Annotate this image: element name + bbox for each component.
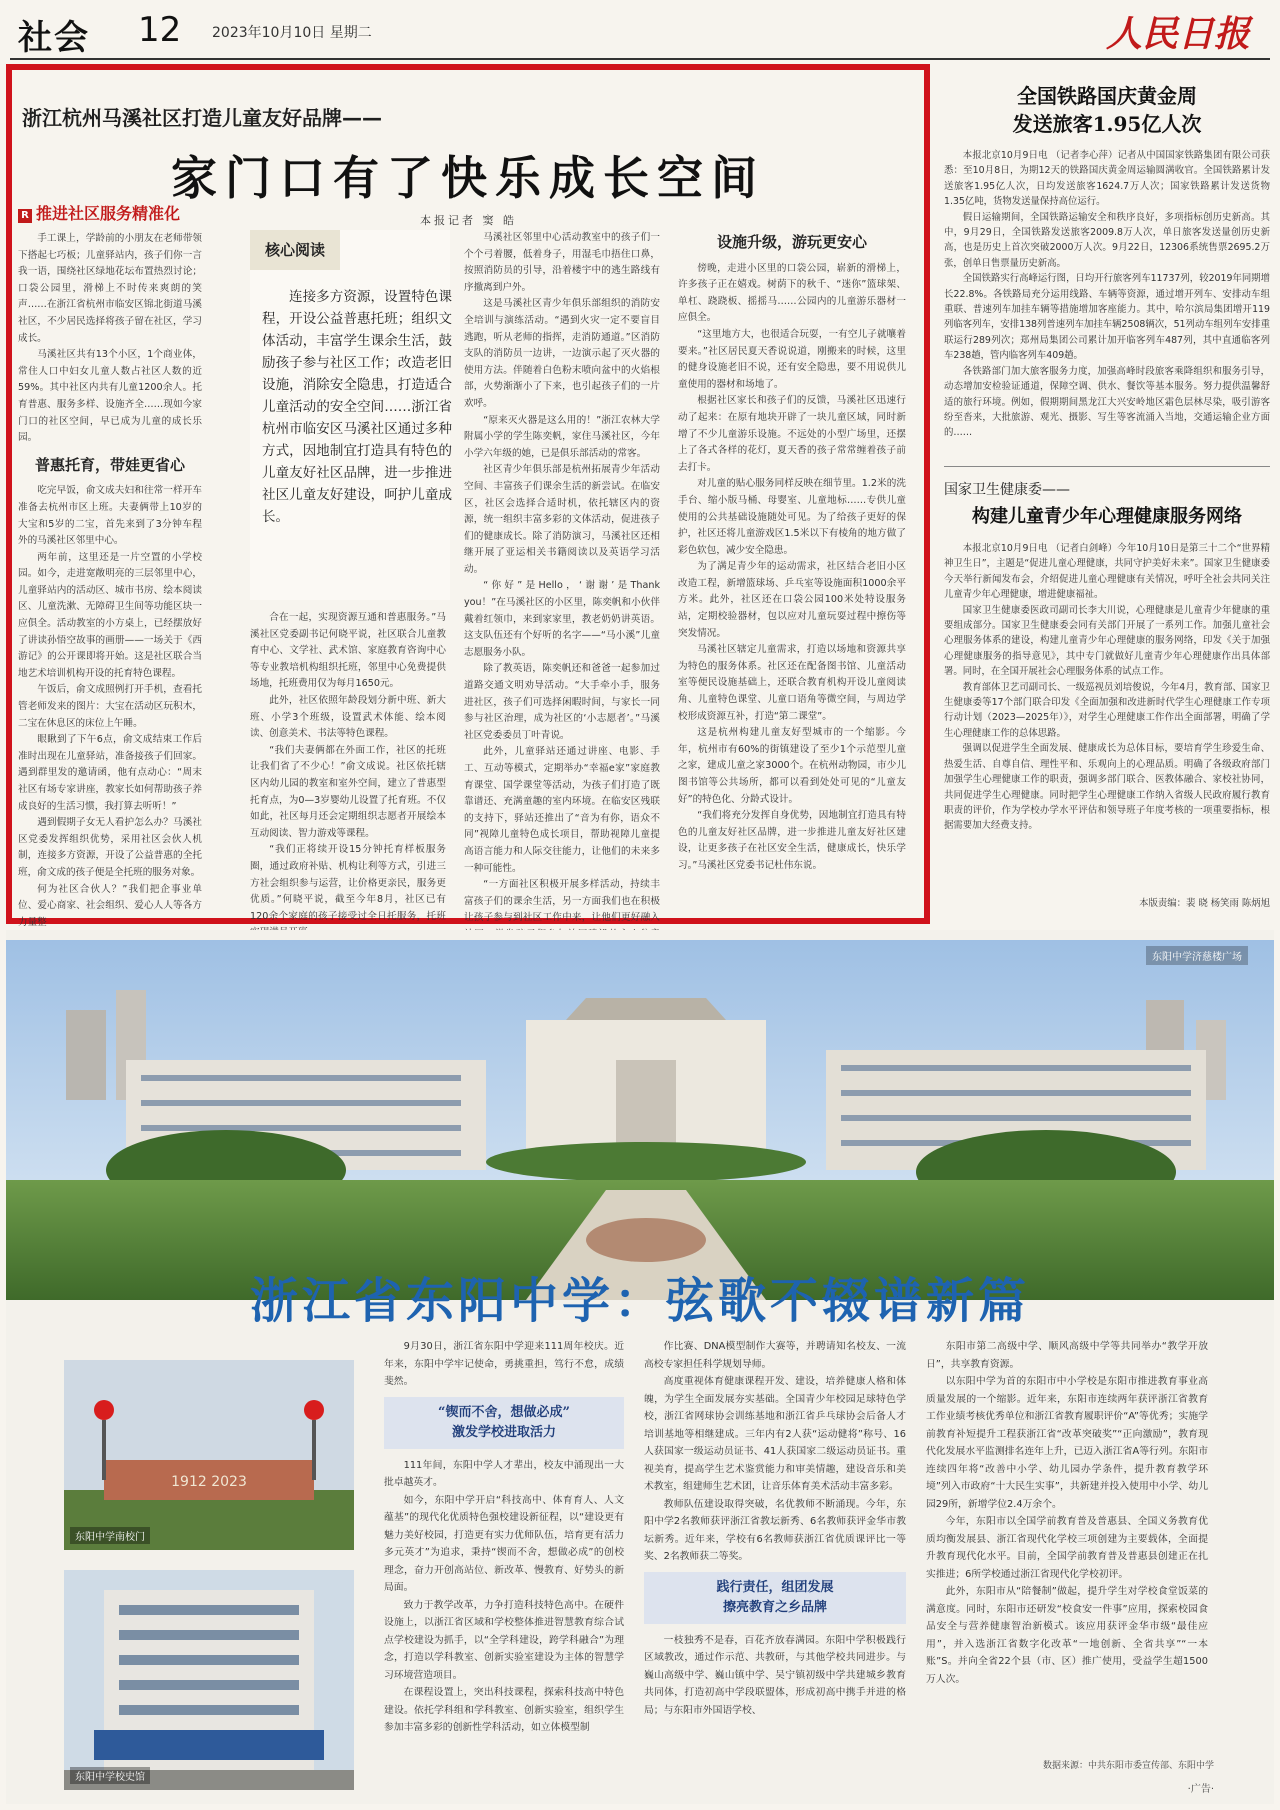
section-head-2: 普惠托育，带娃更省心 xyxy=(34,455,185,474)
paragraph: 马溪社区共有13个小区，1个商业体，常住人口中妇女儿童人数占社区人数的近59%。其中社区内共有儿童1200余人。托育普惠、服务多样、设施齐全……现如今家门口的社区空间，早已成为儿童的成长乐园。 xyxy=(18,349,202,444)
paragraph: 何为社区合伙人？”我们把企事业单位、爱心商家、社会组织、爱心人人等各方力量整 xyxy=(18,883,202,928)
ad-data-source: 数据来源：中共东阳市委宣传部、东阳中学 xyxy=(1042,1761,1214,1771)
photo-south-gate xyxy=(64,1360,354,1550)
paragraph: 高度重视体育健康课程开发、建设，培养健康人格和体魄，为学生全面发展夯实基础。全国青少年校园足球特色学校，浙江省网球协会训练基地和浙江省乒乓球协会后备人才培训基地等相继建成。三年内有2人获“运动健将”称号、16人获国家一级运动员证书、41人获国家二级运动员证书。重视美育，提高学生艺术鉴赏能力和审美情趣，建设音乐和美术教室，组建师生艺术团，让音乐体育美术活动丰富多彩。 xyxy=(644,1376,906,1492)
news-2-body: 本报北京10月9日电 （记者白剑峰）今年10月10日是第三十二个“世界精神卫生日”，主题是“促进儿童心理健康，共同守护美好未来”。国家卫生健康委今天举行新闻发布会，介绍促进儿童心理健康有关情况，呼吁全社会共同关注儿童青少年心理健康，增进健康福祉。 国家卫生健康委医政司副司长李大川说，心理健康是儿童青少年健康的重要组成部分。国家卫生健康委会同有关部门开展了一系列工作。加强儿童社会心理服务体系的建设，构建儿童青少年心理健康的服务网络，印发《关于加强心理健康服务的指导意见》，其中专门就做好儿童青少年心理健康作出具体部署。同时，在全国开展社会心理服务体系的试点工作。 教育部体卫艺司副司长、一级巡视员刘培俊说，今年4月，教育部、国家卫生健康委等17个部门联合印发《全面加强和改进新时代学生心理健康工作专项行动计划（2023—2025年）》，对学生心理健康工作作出全面部署，明确了学生心理健康工作的总体思路。 强调以促进学生全面发展、健康成长为总体目标，要培育学生珍爱生命、热爱生活、自尊自信、理性平和、乐观向上的心理品质。明确了各级政府部门加强学生心理健康工作的职责，强调多部门联合、医教体融合、家校社协同，共同促进学生心理健康。同时把学生心理健康工作纳入省级人民政府履行教育职责的评价，作为学校办学水平评估和领导班子年度考核的一项重要指标，根据需要加大经费支持。 xyxy=(944,543,1270,832)
article-column-3 xyxy=(464,230,660,924)
paragraph: 此外，儿童驿站还通过讲座、电影、手工、互动等模式，定期举办“幸福e家”家庭教育课堂、国学课堂等活动，为孩子们打造了既靠谱还、充满童趣的室内环境。在临安区残联的支持下，驿站还推出了“音为有你，语众不同”视障儿童特色成长项目，帮助视障儿童提高语言能力和人际交往能力，让他们的未来多一种可能性。 xyxy=(464,746,660,874)
paragraph: 111年间，东阳中学人才辈出，校友中涌现出一大批卓越英才。 xyxy=(384,1459,624,1488)
paragraph: 合在一起，实现资源互通和普惠服务。”马溪社区党委副书记何晓平说，社区联合儿童教育中心、文学社、武术馆、家庭教育咨询中心等专业教培机构组织托班，邻里中心免费提供场地，托班费用仅为每月1650元。 xyxy=(250,612,446,690)
paragraph: “我们将充分发挥自身优势，因地制宜打造具有特色的儿童友好社区品牌，进一步推进儿童友好社区建设，让更多孩子在社区安全生活，健康成长，快乐学习。”马溪社区党委书记杜伟东说。 xyxy=(678,810,906,871)
paragraph: “我们正将续开设15分钟托育样板服务圈，通过政府补贴、机构让利等方式，引进三方社会组织参与运营，让价格更亲民，服务更优质。”何晓平说，截至今年8月，社区已有120余个家庭的孩子接受过全日托服务，托班 xyxy=(250,844,446,922)
news-2-title: 构建儿童青少年心理健康服务网络 xyxy=(972,506,1242,527)
paragraph: “原来灭火器是这么用的！”浙江农林大学附属小学的学生陈奕帆，家住马溪社区，今年小学六年级的她，已是俱乐部活动的常客。 xyxy=(464,414,660,459)
news-1-title-line-1: 全国铁路国庆黄金周 xyxy=(1017,84,1197,108)
news-1-title-line-2: 发送旅客1.95亿人次 xyxy=(1012,112,1202,136)
history-hall-image xyxy=(64,1570,354,1790)
paragraph: 根据社区家长和孩子们的反馈，马溪社区迅速行动了起来：在原有地块开辟了一块儿童区域，同时新增了不少儿童游乐设施。不远处的小型广场里，还摆上了各式各样的花灯，夏天香的孩子常常缠着孩子前去打卡。 xyxy=(678,395,906,473)
paragraph: 傍晚，走进小区里的口袋公园，崭新的滑梯上，许多孩子正在嬉戏。树荫下的秋千、“迷你”篮球架、单杠、跷跷板、摇摇马……公园内的儿童游乐器材一应俱全。 xyxy=(678,262,906,324)
paragraph: 在课程设置上，突出科技课程，探索科技高中特色建设。依托学科组和学科教室、创新实验室，组织学生参加丰富多彩的创新性学科活动，如立体模型制 xyxy=(384,1687,624,1733)
paragraph: 两年前，这里还是一片空置的小学校园。如今，走进宽敞明亮的三层邻里中心，儿童驿站内的活动区、城市书房、绘本阅读区、儿童洗漱、无障碍卫生间等功能区块一应俱全。活动教室的小方桌上，已经摆放好了讲读孙悟空故事的画册——一场关于《西游记》的公开课即将开始。这是社区联合当地艺术培训机构开设的托育特色课程。 xyxy=(18,551,202,679)
paragraph: 午饭后，俞文成照例打开手机，查看托管老师发来的图片：大宝在活动区玩积木，二宝在休息区的床位上午睡。 xyxy=(18,684,202,729)
newspaper-logo: 人民日报 xyxy=(1105,13,1250,55)
paragraph: “一方面社区积极开展多样活动，持续丰富孩子们的课余生活，另一方面我们也在积极让孩子参与到社区工作中来，让他们更好融入 xyxy=(464,879,660,924)
sidebar-divider xyxy=(944,466,1270,467)
paragraph: 这是杭州构建儿童友好型城市的一个缩影。今年，杭州市有60%的街镇建设了至少1个示范型儿童之家，建成儿童之家3000个。在杭州动物园，市少儿图书馆等公共场所，都可以看到处处可见的“儿童友好”的特色化、分龄式设计。 xyxy=(678,727,906,805)
page-number: 12 xyxy=(138,10,182,50)
masthead-rule xyxy=(10,58,1270,60)
photo-south-gate-label: 东阳中学南校门 xyxy=(70,1527,150,1544)
news-1-body: 本报北京10月9日电 （记者李心萍）记者从中国国家铁路集团有限公司获悉：至10月8日，为期12天的铁路国庆黄金周运输圆满收官。全国铁路累计发送旅客1.95亿人次，日均发送旅客1624.7万人次；国家铁路累计发送货物1.35亿吨，货物发送量保持高位运行。 假日运输期间，全国铁路运输安全和秩序良好，多项指标创历史新高。其中，9月29日，全国铁路发送旅客2009.8万人次，单日旅客发送量创历史新高，也是历史上首次突破2000万人次。9月22日，12306系统售票2695.2万张，创单日售票量历史新高。 全国铁路实行高峰运行图，日均开行旅客列车11737列，较2019年同期增长22.8%。各铁路局充分运用线路、车辆等资源，通过增开列车、安排动车组重联、普速列车加挂车辆等措施增加客座能力。其中，哈尔滨局集团增开119列临客列车，安排138列普速列车加挂车辆2508辆次，51列动车组列车安排重联运行289列次；郑州局集团公司累计加开临客列车487列，其中直通临客列车238趟，管内临客列车409趟。 各铁路部门加大旅客服务力度，加强高峰时段旅客乘降组织和服务引导，动态增加安检验证通道，保障空调、供水、餐饮等基本服务。努力提供温馨舒适的旅行环境。例如，假期期间黑龙江大兴安岭地区霜色层林尽染，吸引游客纷至沓来，大批旅游、观光、摄影、写生等客流涌入当地，交通运输企业方面的…… xyxy=(944,150,1270,439)
photo-history-hall-label: 东阳中学校史馆 xyxy=(70,1767,150,1784)
article-byline: 本报记者 窦 皓 xyxy=(420,214,517,227)
article-headline: 家门口有了快乐成长空间 xyxy=(171,151,765,205)
paragraph: 遇到假期子女无人看护怎么办？马溪社区党委发挥组织优势，采用社区会伙人机制，连接多方资源，开设了公益普惠的全托班，俞文成的孩子便是全托班的服务对象。 xyxy=(18,817,202,878)
ad-column-3 xyxy=(926,1338,1208,1758)
section-name: 社会 xyxy=(18,18,90,58)
paragraph: 今年，东阳市以全国学前教育普及普惠县、全国义务教育优质均衡发展县、浙江省现代化学校三项创建为主要载体，全面提升教育现代化水平。目前，全国学前教育普及普惠县创建正在扎实推进；6所学校通过浙江省现代化学校初评。 xyxy=(926,1516,1208,1580)
core-reading-text: 连接多方资源，设置特色课程，开设公益普惠托班；组织文体活动，丰富学生课余生活，鼓励孩子参与社区工作；改造老旧设施，消除安全隐患，打造适合儿童活动的安全空间……浙江省杭州市临安区马溪社区通过多种方式，因地制宜打造具有特色的儿童友好社区品牌，进一步推进社区儿童友好建设，呵护儿童成长。 xyxy=(262,289,452,525)
ad-subhead-2: 践行责任，组团发展 擦亮教育之乡品牌 xyxy=(644,1572,906,1624)
paragraph: 致力于教学改革，力争打造科技特色高中。在硬件设施上，以浙江省区域和学校整体推进智慧教育综合试点学校建设为抓手，以“全学科建设，跨学科融合”为理念，打造以学科教室、创新实验室建设为主体的智慧学习环境营造项目。 xyxy=(384,1599,624,1681)
masthead xyxy=(0,0,1280,60)
main-article xyxy=(6,64,930,928)
paragraph: 这是马溪社区青少年俱乐部组织的消防安全培训与演练活动。“遇到火灾一定不要盲目逃跑，听从老师的指挥，走消防通道。”区消防支队的消防员一边讲，一边演示起了灭火器的使用方法。伴随着白色粉末喷向盆中的火焰根部，火势渐渐小了下来，也引起孩子们的一片欢呼。 xyxy=(464,298,660,409)
paragraph: 一枝独秀不是春，百花齐放春满园。东阳中学积极践行区域教改，通过作示范、共教研，与其他学校共同进步。与巍山高级中学、巍山镇中学、吴宁镇初级中学共建城乡教育共同体，打造初高中学段联盟体，形成初高中携手并进的格局；与东阳市外国语学校、 xyxy=(644,1634,906,1716)
paragraph: 眼瞅到了下午6点，俞文成结束工作后准时出现在儿童驿站，准备接孩子们回家。遇到群里发的邀请函，他有点动心：“周末社区有场专家讲座，教家长如何帮助孩子养成良好的生活习惯，我打算去听听！” xyxy=(18,734,202,812)
section-head-4: 设施升级，游玩更安心 xyxy=(716,233,867,251)
paragraph: “我们夫妻俩都在外面工作，社区的托班让我们省了不少心！”俞文成说。社区依托辖区内幼儿园的教室和室外空间，建立了普惠型托育点，为0—3岁婴幼儿设置了托育班。不仅如此，社区每月还会定期组织志愿者开展绘本互动阅读、智力游戏等课程。 xyxy=(250,744,446,839)
section-head-1: R 推进社区服务精准化 xyxy=(18,206,202,223)
school-advertisement xyxy=(6,930,1274,1804)
paragraph: 社区青少年俱乐部是杭州拓展青少年活动空间、丰富孩子们课余生活的新尝试。在临安区，社区会选择合适时机，依托辖区内的资源，统一组织丰富多彩的文体活动，促进孩子们的健康成长。除了消防演习，马溪社区还相继开展了亚运相关书籍阅读以及英语学习活动。 xyxy=(464,464,660,575)
south-gate-image xyxy=(64,1360,354,1550)
paragraph: 为了满足青少年的运动需求，社区结合老旧小区改造工程，新增篮球场、乒乓室等设施面积1000余平方米。此外，社区还在口袋公园100米处特设服务站，定期校验器材，包以应对儿童玩耍过程中擦伤等突发情况。 xyxy=(678,561,906,639)
news-2-kicker: 国家卫生健康委—— xyxy=(944,482,1070,498)
sidebar-news xyxy=(944,64,1270,924)
article-column-1 xyxy=(18,204,202,928)
paragraph: “这里地方大，也很适合玩耍，一有空儿子就嚷着要来。”社区居民夏天香说说道，刚搬来的时候，这里的健身设施老旧不说，还有安全隐患，要不用说供儿童使用的器材和场地了。 xyxy=(678,328,906,390)
paragraph: 对儿童的贴心服务同样反映在细节里。1.2米的洗手台、缩小版马桶、母婴室、儿童地标……专供儿童使用的公共基础设施随处可见。为了给孩子更好的保护，社区还将儿童游戏区1.5米以下有棱角的地方做了彩色软包，减少安全隐患。 xyxy=(678,478,906,556)
ad-subhead-1: “锲而不舍，想做必成” 激发学校进取活力 xyxy=(384,1397,624,1449)
article-kicker: 浙江杭州马溪社区打造儿童友好品牌—— xyxy=(22,106,382,130)
article-column-4 xyxy=(678,230,906,912)
paragraph: 教师队伍建设取得突破，名优教师不断涌现。今年，东阳中学2名教师获评浙江省教坛新秀、6名教师获评金华市教坛新秀。近年来，学校有6名教师获浙江省优质课评比一等奖、2名教师获二等奖。 xyxy=(644,1498,906,1562)
paragraph: 如今，东阳中学开启“科技高中、体育育人、人文蕴基”的现代化优质特色强校建设新征程，以“建设更有魅力美好校园，打造更有实力优师队伍，培育更有活力多元英才”为追求，秉持“锲而不舍，想做必成”的创校理念，奋力开创高站位、新改革、慢教育、好势头的新局面。 xyxy=(384,1494,624,1593)
gate-years-text: 1912 2023 xyxy=(171,1474,247,1490)
issue-date: 2023年10月10日 星期二 xyxy=(212,25,372,41)
page-editors: 本版责编：裴 晓 杨笑雨 陈炳旭 xyxy=(1139,898,1270,909)
paragraph: 东阳市第二高级中学、顺风高级中学等共同举办“教学开放日”，共享教育资源。 xyxy=(926,1341,1208,1370)
paragraph: 马溪社区邻里中心活动教室中的孩子们一个个弓着腰，低着身子，用湿毛巾捂住口鼻，按照消防员的引导，沿着楼宇中的逃生路线有序撤离到户外。 xyxy=(464,232,660,293)
paragraph: “你好”是Hello，‘谢谢’是Thank you！”在马溪社区的小区里，陈奕帆和小伙伴戴着红领巾，来到家家里，教老奶奶讲英语。这支队伍还有个好听的名字——“马小溪”儿童志愿服务小队。 xyxy=(464,580,660,658)
core-reading-box xyxy=(250,230,450,600)
paragraph: 除了教英语，陈奕帆还和爸爸一起参加过道路交通文明劝导活动。“大手牵小手，服务进社区，孩子们可选择闲暇时间，与家长一同参与社区治理，成为社区的‘小志愿者’。”马溪社区党委委员丁叶青说。 xyxy=(464,663,660,741)
paragraph: 以东阳中学为首的东阳市中小学校是东阳市推进教育事业高质量发展的一个缩影。近年来，东阳市连续两年获评浙江省教育工作业绩考核优秀单位和浙江省教育履职评价“A”等优秀；实施学前教育补短提升工程获浙江省“改革突破奖”“正向激励”，教育现代化发展水平监测排名连年上升，已迈入浙江省A等行列。东阳市连续四年将“改善中小学、幼儿园办学条件，提升教育教学环境”列入市政府“十大民生实事”，共新建并投入使用中小学、幼儿园29所，新增学位2.4万余个。 xyxy=(926,1376,1208,1510)
campus-panorama-photo xyxy=(6,940,1274,1300)
photo-history-hall xyxy=(64,1570,354,1790)
ad-title: 浙江省东阳中学：弦歌不辍谱新篇 xyxy=(249,1273,1030,1329)
paragraph: 马溪社区辖定儿童需求，打造以场地和资源共享为特色的服务体系。社区还在配备图书馆、儿童活动室等便民设施基础上，还联合教育机构开设儿童阅读角、儿童特色课堂、儿童口语角等微空间，与周边学校形成资源互补，打造“第二课堂”。 xyxy=(678,644,906,722)
paragraph: 吃完早饭，俞文成夫妇和往常一样开车准备去杭州市区上班。夫妻俩带上10岁的大宝和5岁的二宝，首先来到了3分钟车程外的马溪社区邻里中心。 xyxy=(18,485,202,547)
paragraph: 手工课上，学龄前的小朋友在老师带领下搭起七巧板；儿童驿站内，孩子们你一言我一语，围绕社区绿地花坛布置热烈讨论；口袋公园里，滑梯上不时传来爽朗的笑声……在浙江省杭州市临安区锦北街道马溪社区，不少居民选择将孩子留在社区，学习成长。 xyxy=(18,233,202,344)
section-head-icon: R xyxy=(18,209,32,223)
ad-column-2 xyxy=(644,1338,906,1758)
ad-column-1 xyxy=(384,1338,624,1758)
article-column-2 xyxy=(250,610,446,922)
core-reading-tab: 核心阅读 xyxy=(250,230,340,270)
ad-label: ·广告· xyxy=(1187,1784,1214,1795)
panorama-caption: 东阳中学济慈楼广场 xyxy=(1146,946,1248,965)
paragraph: 此外，社区依照年龄段划分新中班、新大班、小学3个班级，设置武术体能、绘本阅读、创意美术、书法等特色课程。 xyxy=(250,694,446,740)
paragraph: 作比赛、DNA模型制作大赛等，并聘请知名校友、一流高校专家担任科学规划导师。 xyxy=(644,1341,906,1370)
paragraph: 此外，东阳市从“陪餐制”做起，提升学生对学校食堂饭菜的满意度。同时，东阳市还研发“校食安一件事”应用，探索校园食品安全与营养健康智治新模式。该应用获评金华市级“最佳应用”，并入选浙江省数字化改革“一地创新、全省共享”“一本账”S。并向全省22个县（市、区）推广使用，受益学生超1500万人次。 xyxy=(926,1586,1208,1685)
paragraph: 9月30日，浙江省东阳中学迎来111周年校庆。近年来，东阳中学牢记使命，勇挑重担，笃行不怠，成绩斐然。 xyxy=(384,1341,624,1387)
